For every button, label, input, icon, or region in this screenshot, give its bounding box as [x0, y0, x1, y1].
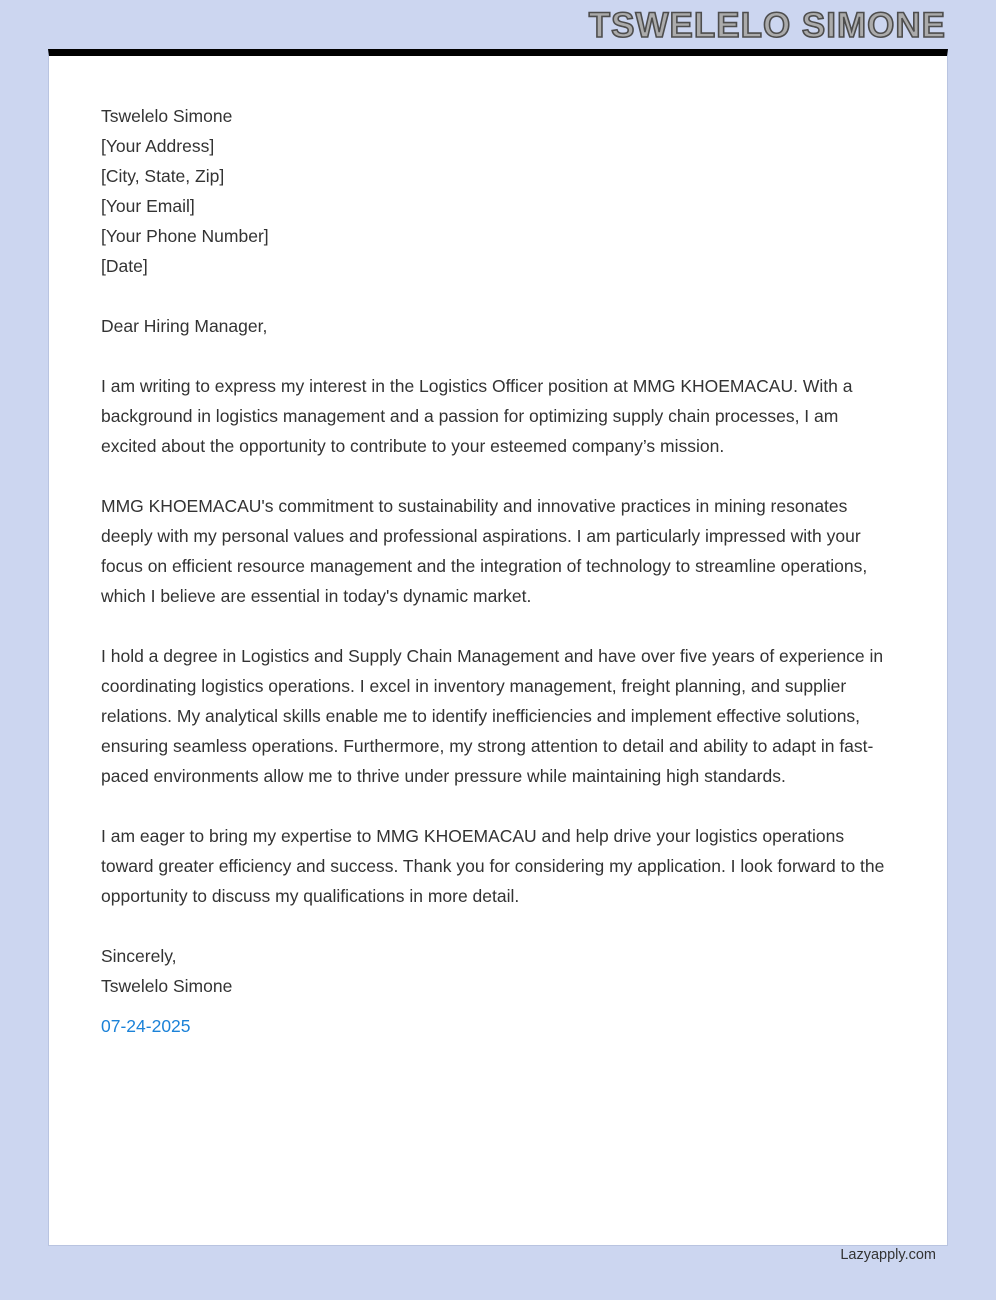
letter-paragraph: I am writing to express my interest in the Logistics Officer position at MMG KHOEMACAU. With a background in logistics management and a passion for optimizing supply chain processes, I am excited about the opportunity to contribute to your esteemed company’s mission. [101, 376, 853, 456]
letter-paragraph: I am eager to bring my expertise to MMG KHOEMACAU and help drive your logistics operations toward greater efficiency and success. Thank you for considering my application. I look forward to the opportunity to discuss my qualifications in more detail. [101, 826, 885, 906]
letter-paragraph: MMG KHOEMACAU's commitment to sustainability and innovative practices in mining resonates deeply with my personal values and professional aspirations. I am particularly impressed with your focus on efficient resource management and the integration of technology to streamline operations, which I believe are essential in today's dynamic market. [101, 496, 868, 606]
sender-city-state-zip: [City, State, Zip] [101, 166, 225, 186]
signature-name: Tswelelo Simone [101, 976, 233, 996]
sender-info-block [101, 101, 895, 281]
sender-phone: [Your Phone Number] [101, 226, 269, 246]
signed-date-link[interactable]: 07-24-2025 [101, 1016, 191, 1036]
closing-block [101, 941, 895, 1001]
letter-content [49, 56, 947, 1041]
lazyapply-watermark: Lazyapply.com [840, 1247, 936, 1263]
header-brand-name: TSWELELO SIMONE [588, 6, 946, 45]
sender-name: Tswelelo Simone [101, 106, 233, 126]
closing-phrase: Sincerely, [101, 946, 177, 966]
sender-address: [Your Address] [101, 136, 215, 156]
letter-paragraph: I hold a degree in Logistics and Supply Chain Management and have over five years of experience in coordinating logistics operations. I excel in inventory management, freight planning, and supplier relations. My analytical skills enable me to identify inefficiencies and implement effective solutions, ensuring seamless operations. Furthermore, my strong attention to detail and ability to adapt in fast-paced environments allow me to thrive under pressure while maintaining high standards. [101, 646, 884, 786]
letter-date-placeholder: [Date] [101, 256, 148, 276]
letter-page [48, 49, 948, 1246]
sender-email: [Your Email] [101, 196, 195, 216]
salutation: Dear Hiring Manager, [101, 316, 268, 336]
